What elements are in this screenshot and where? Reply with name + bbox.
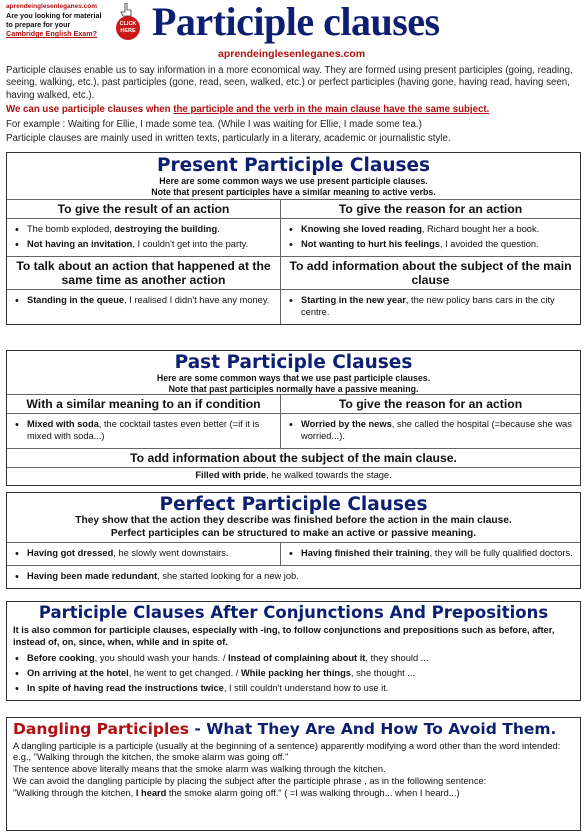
list-item: • Having been made redundant, she started looking for a new job. (13, 571, 574, 583)
dangling-fix: We can avoid the dangling participle by placing the subject after the participle phrase , as in the following sentence: (13, 776, 487, 787)
click-here-button[interactable]: CLICK HERE (116, 16, 140, 40)
dangling-meaning: The sentence above literally means that the smoke alarm was walking through the kitchen. (13, 764, 386, 775)
perfect-example-right (281, 542, 580, 565)
past-sub-1: Here are some common ways that we use past participle clauses. (156, 373, 431, 384)
list-item: • On arriving at the hotel, he went to get changed. / While packing her things, she thought ... (13, 668, 574, 680)
dangling-section (6, 717, 581, 831)
add-info-example: Filled with pride, he walked towards the stage. (7, 467, 580, 485)
result-examples (7, 218, 281, 256)
dangling-definition: A dangling participle is a participle (usually at the beginning of a sentence) apparently modifying a word other than the word intended: e.g., "Walking through the kitchen, the smoke alarm was going off." (13, 740, 561, 763)
past-participle-section (6, 350, 581, 486)
present-sub-2: Note that present participles have a similar meaning to active verbs. (151, 186, 436, 197)
promo-line-1: Are you looking for material (6, 11, 102, 21)
perfect-sub-2: Perfect participles can be structured to make an active or passive meaning. (110, 527, 477, 539)
heading-add-info: To add information about the subject of the main clause (281, 256, 580, 289)
intro-usage: Participle clauses are mainly used in written texts, particularly in a literary, academic or journalistic style. (6, 133, 451, 145)
reason-examples (281, 218, 580, 256)
promo-line-3: Cambridge English Exam? (6, 29, 98, 39)
list-item: • Knowing she loved reading, Richard bought her a book. (287, 224, 574, 236)
perfect-title: Perfect Participle Clauses (159, 494, 428, 515)
list-item: • Not having an invitation, I couldn't get into the party. (13, 239, 274, 251)
heading-same-time: To talk about an action that happened at the same time as another action (7, 256, 281, 289)
list-item: • Having finished their training, they will be fully qualified doctors. (287, 548, 574, 560)
intro-paragraph: Participle clauses enable us to say information in a more economical way. They are formed using present participles (going, reading, seeing, walking, etc.), past participles (gone, read, seen, walked, etc.) or perfect participles (having gone, having read, having seen, having walked, etc.). (6, 65, 573, 101)
if-examples (7, 413, 281, 448)
list-item: • In spite of having read the instructions twice, I still couldn't understand how to use it. (13, 683, 574, 695)
dangling-title: Dangling Participles - What They Are And How To Avoid Them. (13, 720, 557, 738)
list-item: • Standing in the queue, I realised I didn't have any money. (13, 295, 274, 307)
heading-reason: To give the reason for an action (281, 199, 580, 218)
dangling-example: "Walking through the kitchen, I heard the smoke alarm going off." ( =I was walking through... when I heard...) (13, 788, 460, 799)
add-info-examples (281, 289, 580, 324)
list-item: • Worried by the news, she called the hospital (=because she was worried...). (287, 419, 574, 443)
promo-site: aprendeinglesenleganes.com (6, 3, 98, 10)
pointing-hand-icon (120, 3, 132, 17)
heading-reason: To give the reason for an action (281, 394, 580, 413)
intro-text (6, 65, 581, 147)
conjunctions-title: Participle Clauses After Conjunctions And Prepositions (38, 603, 549, 622)
past-sub-2: Note that past participles normally have a passive meaning. (168, 383, 419, 394)
perfect-sub-1: They show that the action they describe was finished before the action in the main clause. (75, 515, 512, 527)
page-title: Participle clauses (152, 0, 440, 44)
list-item: • Having got dressed, he slowly went downstairs. (13, 548, 274, 560)
perfect-example-full (7, 565, 580, 588)
list-item: • Before cooking, you should wash your hands. / Instead of complaining about it, they should ... (13, 653, 574, 665)
list-item: • Not wanting to hurt his feelings, I avoided the question. (287, 239, 574, 251)
list-item: • Mixed with soda, the cocktail tastes even better (=if it is mixed with soda...) (13, 419, 274, 443)
same-time-examples (7, 289, 281, 324)
present-sub-1: Here are some common ways we use present participle clauses. (159, 176, 428, 187)
conjunctions-section (6, 601, 581, 701)
promo-text[interactable] (6, 3, 118, 38)
heading-if-condition: With a similar meaning to an if condition (7, 394, 281, 413)
site-url[interactable]: aprendeinglesenleganes.com (218, 48, 366, 60)
promo-line-2: to prepare for your (6, 20, 71, 30)
list-item: • The bomb exploded, destroying the building. (13, 224, 274, 236)
list-item: • Starting in the new year, the new policy bans cars in the city centre. (287, 295, 574, 319)
heading-result: To give the result of an action (7, 199, 281, 218)
present-title: Present Participle Clauses (156, 155, 431, 176)
intro-example: For example : Waiting for Ellie, I made some tea. (While I was waiting for Ellie, I made some tea.) (6, 118, 422, 130)
heading-add-info: To add information about the subject of the main clause. (7, 448, 580, 467)
reason-examples (281, 413, 580, 448)
present-participle-section (6, 152, 581, 325)
perfect-example-left (7, 542, 281, 565)
perfect-participle-section (6, 492, 581, 589)
page-header (0, 0, 587, 62)
conjunctions-intro: It is also common for participle clauses, especially with -ing, to follow conjunctions and prepositions such as before, after, instead of, on, since, when, while and in spite of. (13, 624, 555, 647)
past-title: Past Participle Clauses (174, 352, 413, 373)
subject-rule: We can use participle clauses when the participle and the verb in the main clause have the same subject. (6, 104, 490, 116)
